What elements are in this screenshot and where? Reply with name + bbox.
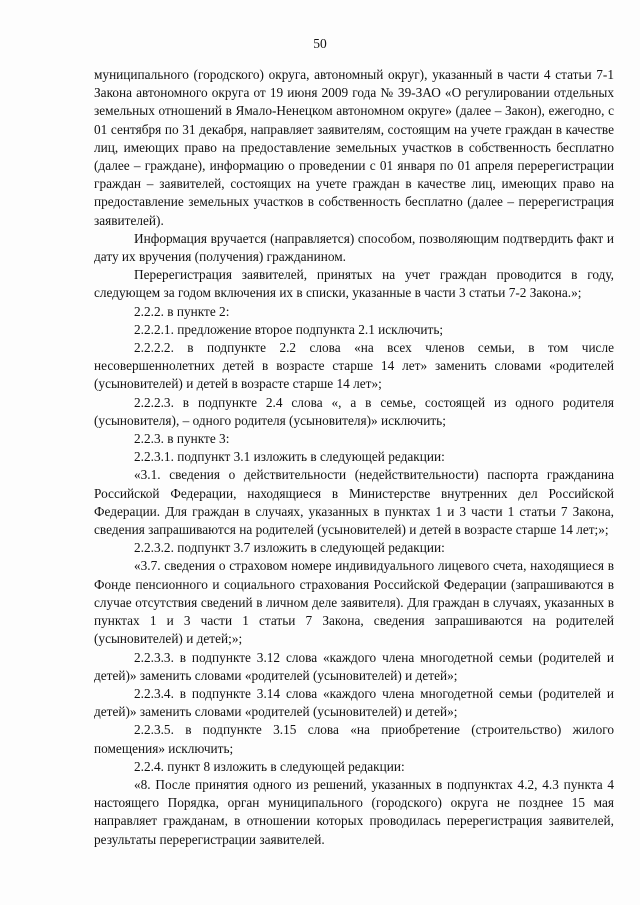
paragraph: 2.2.2.1. предложение второе подпункта 2.1 исключить; [134,321,444,337]
paragraph: «8. После принятия одного из решений, указанных в подпунктах 4.2, 4.3 пункта 4 настоящего Порядка, орган муниципального (городского) округа не позднее 15 мая направляет гражданам, в отношении которых проводилась перерегистрация заявителей, результаты перерегистрации заявителей. [94,776,614,847]
paragraph: 2.2.3.1. подпункт 3.1 изложить в следующей редакции: [134,449,445,465]
paragraph: «3.1. сведения о действительности (недействительности) паспорта гражданина Российской Федерации, находящиеся в Министерстве внутренних дел Российской Федерации. Для граждан в случаях, указанных в пунктах 1 и 3 части 1 статьи 7 Закона, сведения запрашиваются на родителей (усыновителей) и детей в возрасте старше 14 лет;»; [94,467,614,538]
paragraph: Информация вручается (направляется) способом, позволяющим подтвердить факт и дату их вручения (получения) гражданином. [94,230,614,265]
paragraph: муниципального (городского) округа, автономный округ), указанный в части 4 статьи 7-1 Закона автономного округа от 19 июня 2009 года № 39-ЗАО «О регулировании отдельных земельных отношений в Ямало-Ненецком автономном округе» (далее – Закон), ежегодно, с 01 сентября по 31 декабря, направляет заявителям, состоящим на учете граждан в качестве лиц, имеющих право на предоставление земельных участков в собственность бесплатно (далее – граждане), информацию о проведении с 01 января по 01 апреля перерегистрации граждан – заявителей, состоящих на учете граждан в качестве лиц, имеющих право на предоставление земельных участков в собственность бесплатно (далее – перерегистрация заявителей). [94,67,614,228]
paragraph: 2.2.3.4. в подпункте 3.14 слова «каждого члена многодетной семьи (родителей и детей)» заменить словами «родителей (усыновителей) и детей»; [94,685,614,720]
paragraph: «3.7. сведения о страховом номере индивидуального лицевого счета, находящиеся в Фонде пенсионного и социального страхования Российской Федерации (запрашиваются в случае отсутствия сведений в личном деле заявителя). Для граждан в случаях, указанных в пунктах 1 и 3 части 1 статьи 7 Закона, сведения запрашиваются на родителей (усыновителей) и детей;»; [94,558,614,647]
paragraph: 2.2.3.3. в подпункте 3.12 слова «каждого члена многодетной семьи (родителей и детей)» заменить словами «родителей (усыновителей) и детей»; [94,649,614,683]
document-body [94,66,614,849]
paragraph: 2.2.3. в пункте 3: [134,431,230,447]
paragraph: Перерегистрация заявителей, принятых на учет граждан проводится в году, следующем за годом включения их в списки, указанные в части 3 статьи 7-2 Закона.»; [94,267,614,301]
page-number: 50 [313,36,327,51]
paragraph: 2.2.3.2. подпункт 3.7 изложить в следующей редакции: [134,540,445,556]
paragraph: 2.2.2.3. в подпункте 2.4 слова «, а в семье, состоящей из одного родителя (усыновителя), – одного родителя (усыновителя)» исключить; [94,394,614,428]
paragraph: 2.2.2.2. в подпункте 2.2 слова «на всех членов семьи, в том числе несовершеннолетних детей в возрасте старше 14 лет» заменить словами «родителей (усыновителей) и детей в возрасте старше 14 лет»; [94,340,614,392]
paragraph: 2.2.4. пункт 8 изложить в следующей редакции: [134,758,405,774]
paragraph: 2.2.2. в пункте 2: [134,303,230,319]
paragraph: 2.2.3.5. в подпункте 3.15 слова «на приобретение (строительство) жилого помещения» исключить; [94,722,614,756]
